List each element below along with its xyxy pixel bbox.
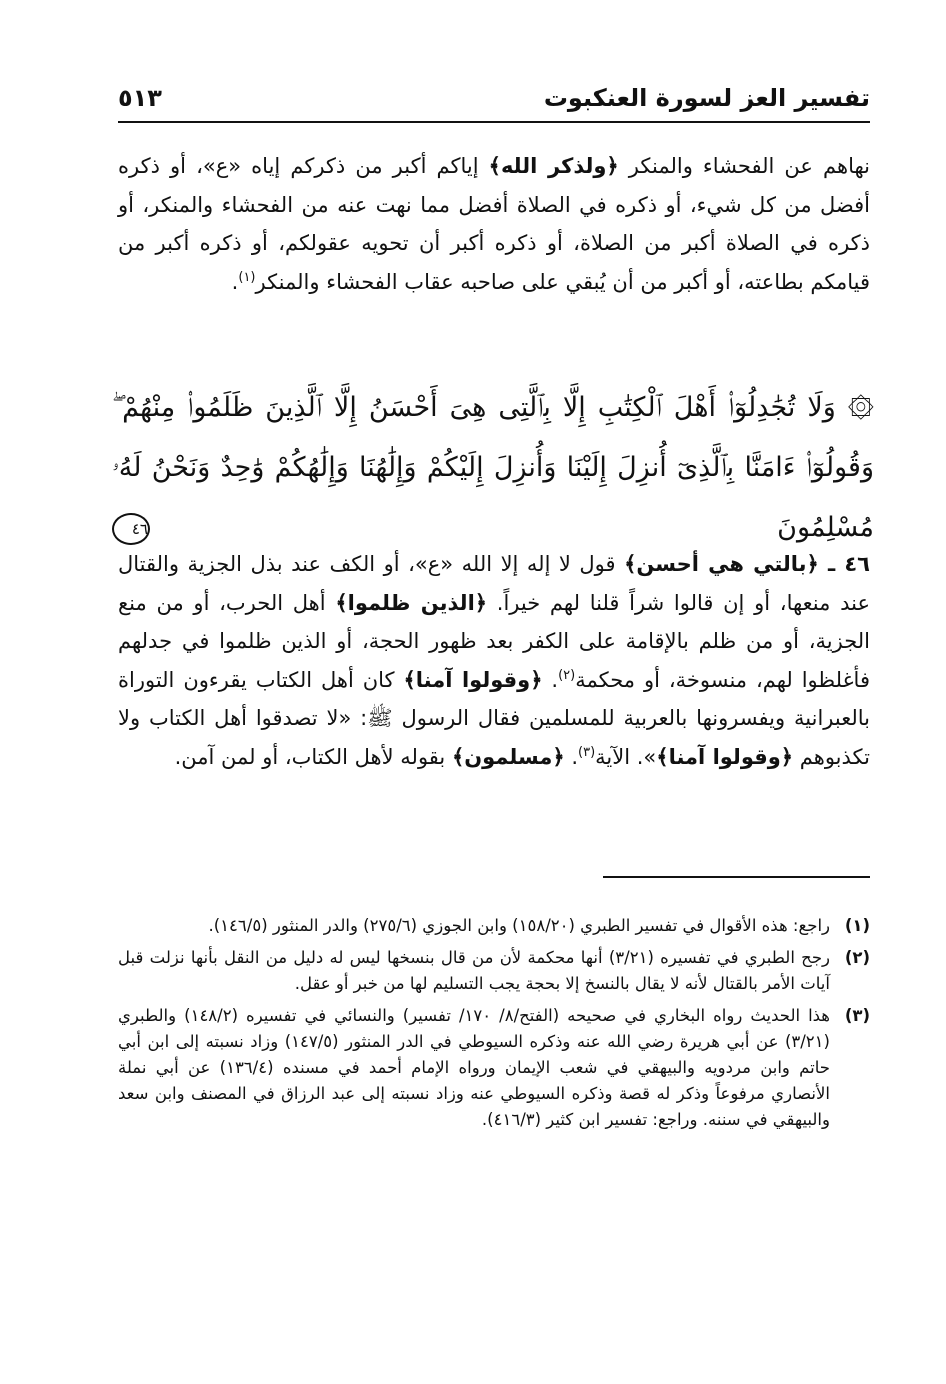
text-span: بقوله لأهل الكتاب، أو لمن آمن. bbox=[174, 744, 452, 769]
verse-number-label: ٤٦ ـ bbox=[818, 552, 870, 576]
footnote-ref: (١) bbox=[238, 269, 256, 285]
page-header bbox=[118, 78, 870, 122]
quranic-quote: ﴿بالتي هي أحسن﴾ bbox=[624, 552, 819, 576]
footnote-item bbox=[118, 1003, 870, 1133]
footnotes-section bbox=[118, 913, 870, 1139]
footnote-text: رجح الطبري في تفسيره (٣/٢١) أنها محكمة لأن من قال بنسخها ليس له دليل من النقل بأنها نزلت قبل آيات الأمر بالقتال لأنه لا يقال بالنسخ إلا بحجة يجب التسليم لها من خبر أو عقل. bbox=[118, 948, 831, 993]
quranic-quote: ﴿وقولوا آمنا﴾ bbox=[403, 667, 543, 692]
footnote-item bbox=[118, 913, 870, 939]
footnote-text: هذا الحديث رواه البخاري في صحيحه (الفتح/٨/ ١٧٠/ تفسير) والنسائي في تفسيره (١٤٨/٢) والطبري (٣/٢١) عن أبي هريرة رضي الله عنه وذكره السيوطي في الدر المنثور (١٤٧/٥) وزاد نسبته إلى ابن أبي حاتم وابن مردويه والبيهقي في شعب الإيمان ورواه الإمام أحمد في مسنده (١٣٦/٤) عن أبي نملة الأنصاري مرفوعاً وذكر له قصة وذكره السيوطي عنه وزاد نسبته إلى عبد الرزاق في المصنف وابن سعد والبيهقي في سننه. وراجع: تفسير ابن كثير (٤١٦/٣). bbox=[118, 1006, 831, 1129]
quranic-quote: ﴿ولذكر الله﴾ bbox=[488, 154, 619, 178]
text-span: . bbox=[564, 744, 579, 769]
text-span: ». الآية bbox=[595, 744, 657, 769]
quranic-quote: ﴿وقولوا آمنا﴾ bbox=[656, 744, 794, 769]
footnote-ref: (٣) bbox=[578, 744, 596, 760]
footnote-divider bbox=[603, 876, 870, 878]
footnote-number: (٣) bbox=[844, 1006, 870, 1025]
footnote-ref: (٢) bbox=[558, 667, 576, 683]
page-number: ٥١٣ bbox=[118, 84, 162, 112]
verse-text: ۞ وَلَا تُجَٰدِلُوٓا۟ أَهْلَ ٱلْكِتَٰبِ إِلَّا بِٱلَّتِى هِىَ أَحْسَنُ إِلَّا ٱلَّذِينَ ظَلَمُوا۟ مِنْهُمْ ۖ وَقُولُوٓا۟ ءَامَنَّا بِٱلَّذِىٓ أُنزِلَ إِلَيْنَا وَأُنزِلَ إِلَيْكُمْ وَإِلَٰهُنَا وَإِلَٰهُكُمْ وَٰحِدٌ وَنَحْنُ لَهُۥ مُسْلِمُونَ bbox=[112, 392, 874, 543]
quranic-quote: ﴿مسلمون﴾ bbox=[451, 744, 565, 769]
text-span: كان أهل الكتاب يقرءون التوراة بالعبرانية ويفسرونها بالعربية للمسلمين فقال الرسول ﷺ: «لا تصدقوا أهل الكتاب ولا تكذبوهم bbox=[118, 667, 870, 769]
quran-verse bbox=[112, 378, 874, 558]
footnote-number: (٢) bbox=[844, 948, 870, 967]
footnote-item bbox=[118, 945, 870, 997]
footnote-number: (١) bbox=[844, 916, 870, 935]
text-span: إياكم أكبر من ذكركم إياه «ع»، أو ذكره أفضل من كل شيء، أو ذكره في الصلاة أفضل مما نهت عنه من الفحشاء والمنكر، أو ذكره في الصلاة أكبر من الصلاة، أو ذكره أكبر أن تحويه عقولكم، أو ذكره أكبر من قيامكم بطاعته، أو أكبر من أن يُبقي على صاحبه عقاب الفحشاء والمنكر bbox=[118, 154, 870, 294]
text-span: نهاهم عن الفحشاء والمنكر bbox=[618, 154, 871, 178]
text-span: . bbox=[231, 269, 239, 294]
commentary-paragraph-1 bbox=[118, 147, 870, 301]
running-title: تفسير العز لسورة العنكبوت bbox=[543, 84, 870, 112]
header-divider bbox=[118, 121, 870, 123]
footnote-text: راجع: هذه الأقوال في تفسير الطبري (١٥٨/٢٠) وابن الجوزي (٢٧٥/٦) والدر المنثور (١٤٦/٥). bbox=[208, 916, 830, 935]
text-span: أهل الحرب، أو من منع الجزية، أو من ظلم بالإقامة على الكفر بعد ظهور الحجة، أو الذين ظلموا في جدلهم فأغلظوا لهم، منسوخة، أو محكمة bbox=[118, 590, 870, 692]
commentary-paragraph-2 bbox=[118, 545, 870, 776]
text-span: . bbox=[542, 667, 559, 692]
quranic-quote: ﴿الذين ظلموا﴾ bbox=[335, 590, 488, 615]
text-span: قول لا إله إلا الله «ع»، أو الكف عند بذل الجزية والقتال عند منعها، أو إن قالوا شراً قلنا لهم خيراً. bbox=[118, 552, 870, 615]
ayah-number-marker: ٤٦ bbox=[112, 513, 150, 545]
